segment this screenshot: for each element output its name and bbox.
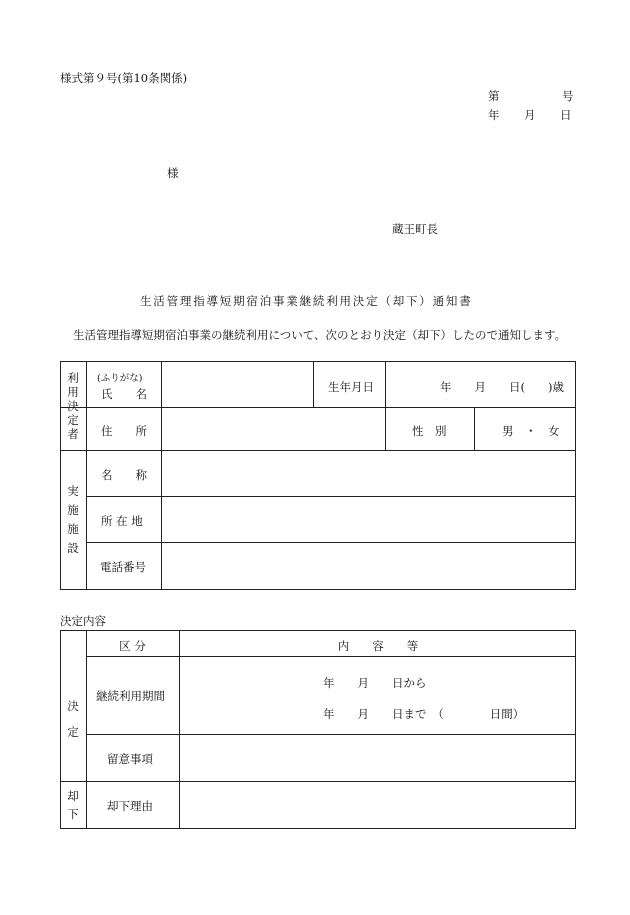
doc-number-suffix: 号: [562, 89, 574, 103]
content-header: 内 容 等: [337, 639, 419, 653]
period-to[interactable]: 年 月 日まで （ 日間）: [323, 707, 525, 721]
date-year: 年: [488, 108, 500, 122]
addressee-suffix: 様: [167, 166, 179, 180]
facility-phone-field[interactable]: [162, 543, 575, 589]
notes-label: 留意事項: [107, 752, 153, 766]
page-title: 生活管理指導短期宿泊事業継続利用決定（却下）通知書: [140, 294, 473, 308]
decision-label: 決 定: [67, 698, 79, 739]
period-label: 継続利用期間: [96, 689, 165, 703]
facility-location-label: 所 在 地: [101, 514, 143, 528]
name-label: 氏 名: [101, 387, 147, 401]
intro-text: 生活管理指導短期宿泊事業の継続利用について、次のとおり決定（却下）したので通知します。: [73, 328, 567, 342]
issuer: 蔵王町長: [392, 222, 438, 236]
user-section-label: 利 用 決 定 者: [67, 370, 79, 441]
doc-number-prefix: 第: [488, 89, 500, 103]
facility-phone-label: 電話番号: [100, 560, 146, 574]
reject-label: 却 下: [67, 789, 79, 821]
date-month: 月: [524, 108, 536, 122]
birth-value[interactable]: 年 月 日( )歳: [440, 380, 564, 394]
gender-label: 性 別: [412, 424, 447, 438]
facility-location-field[interactable]: [162, 497, 575, 541]
birth-label: 生年月日: [328, 380, 374, 394]
period-from[interactable]: 年 月 日から: [323, 676, 427, 690]
facility-name-label: 名 称: [101, 468, 147, 482]
decision-heading: 決定内容: [60, 614, 106, 628]
notes-field[interactable]: [180, 735, 575, 780]
reject-reason-label: 却下理由: [107, 799, 153, 813]
name-field[interactable]: [162, 362, 312, 406]
reject-reason-field[interactable]: [180, 782, 575, 828]
category-header: 区 分: [119, 639, 146, 653]
address-label: 住 所: [101, 424, 147, 438]
gender-value[interactable]: 男 ・ 女: [502, 424, 560, 438]
date-day: 日: [560, 108, 572, 122]
furigana-label: (ふりがな): [97, 373, 143, 384]
form-number: 様式第９号(第10条関係): [60, 71, 188, 85]
facility-section-label: 実 施 施 設: [67, 484, 79, 555]
address-field[interactable]: [162, 408, 384, 449]
facility-name-field[interactable]: [162, 451, 575, 495]
